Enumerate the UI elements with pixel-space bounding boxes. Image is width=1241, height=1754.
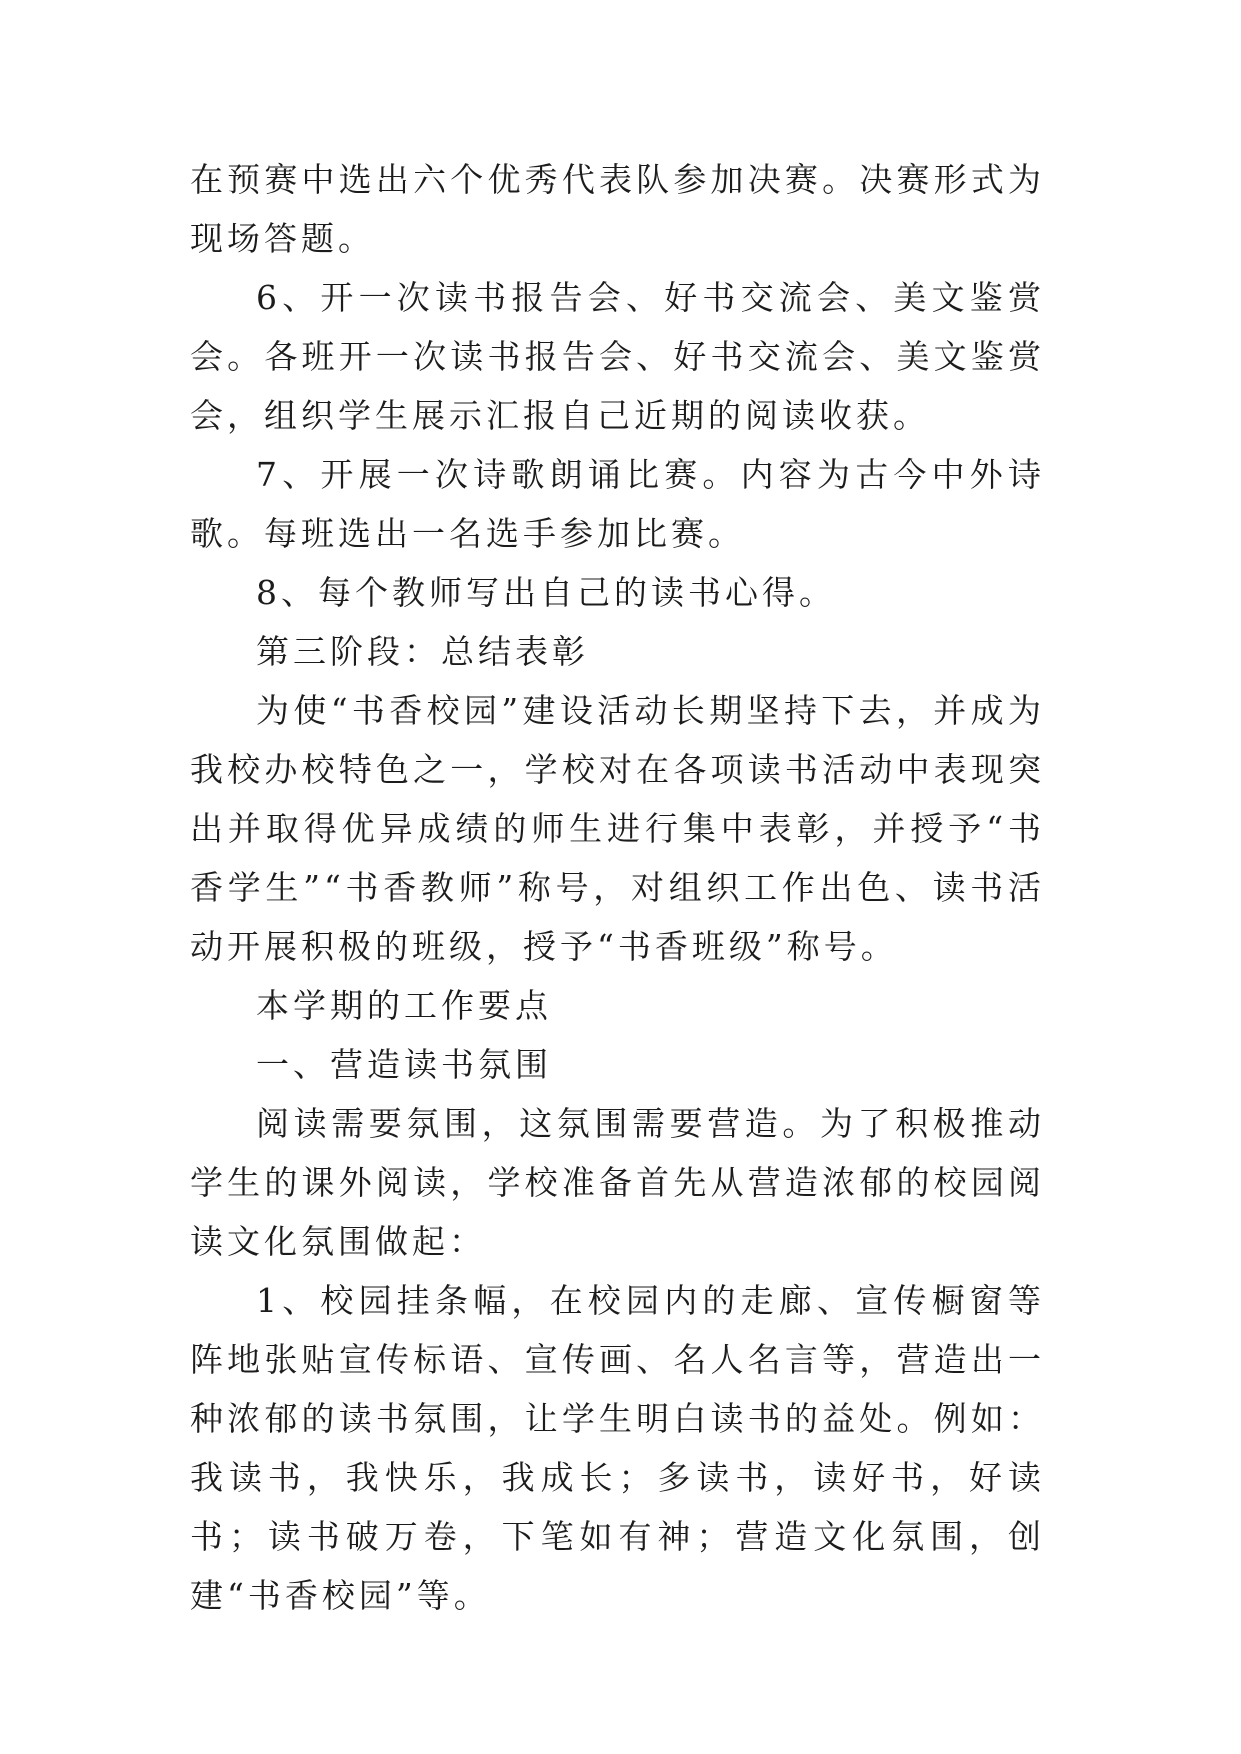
document-body bbox=[190, 150, 1045, 1625]
section-heading-work-points: 本学期的工作要点 bbox=[256, 986, 552, 1025]
paragraph-6: 为使“书香校园”建设活动长期坚持下去，并成为我校办校特色之一，学校对在各项读书活动中表现突出并取得优异成绩的师生进行集中表彰，并授予“书香学生”“书香教师”称号，对组织工作出色、读书活动开展积极的班级，授予“书香班级”称号。 bbox=[190, 691, 1045, 966]
paragraph-2: 6、开一次读书报告会、好书交流会、美文鉴赏会。各班开一次读书报告会、好书交流会、美文鉴赏会，组织学生展示汇报自己近期的阅读收获。 bbox=[190, 278, 1045, 435]
paragraph-4: 8、每个教师写出自己的读书心得。 bbox=[256, 573, 836, 612]
paragraph-3: 7、开展一次诗歌朗诵比赛。内容为古今中外诗歌。每班选出一名选手参加比赛。 bbox=[190, 455, 1045, 553]
paragraph-1: 在预赛中选出六个优秀代表队参加决赛。决赛形式为现场答题。 bbox=[190, 160, 1045, 258]
section-heading-reading-atmosphere: 一、营造读书氛围 bbox=[256, 1045, 552, 1084]
paragraph-9: 阅读需要氛围，这氛围需要营造。为了积极推动学生的课外阅读，学校准备首先从营造浓郁的校园阅读文化氛围做起： bbox=[190, 1104, 1045, 1261]
paragraph-10: 1、校园挂条幅，在校园内的走廊、宣传橱窗等阵地张贴宣传标语、宣传画、名人名言等，营造出一种浓郁的读书氛围，让学生明白读书的益处。例如：我读书，我快乐，我成长；多读书，读好书，好读书；读书破万卷，下笔如有神；营造文化氛围，创建“书香校园”等。 bbox=[190, 1281, 1045, 1615]
section-heading-stage-three: 第三阶段：总结表彰 bbox=[256, 632, 589, 671]
